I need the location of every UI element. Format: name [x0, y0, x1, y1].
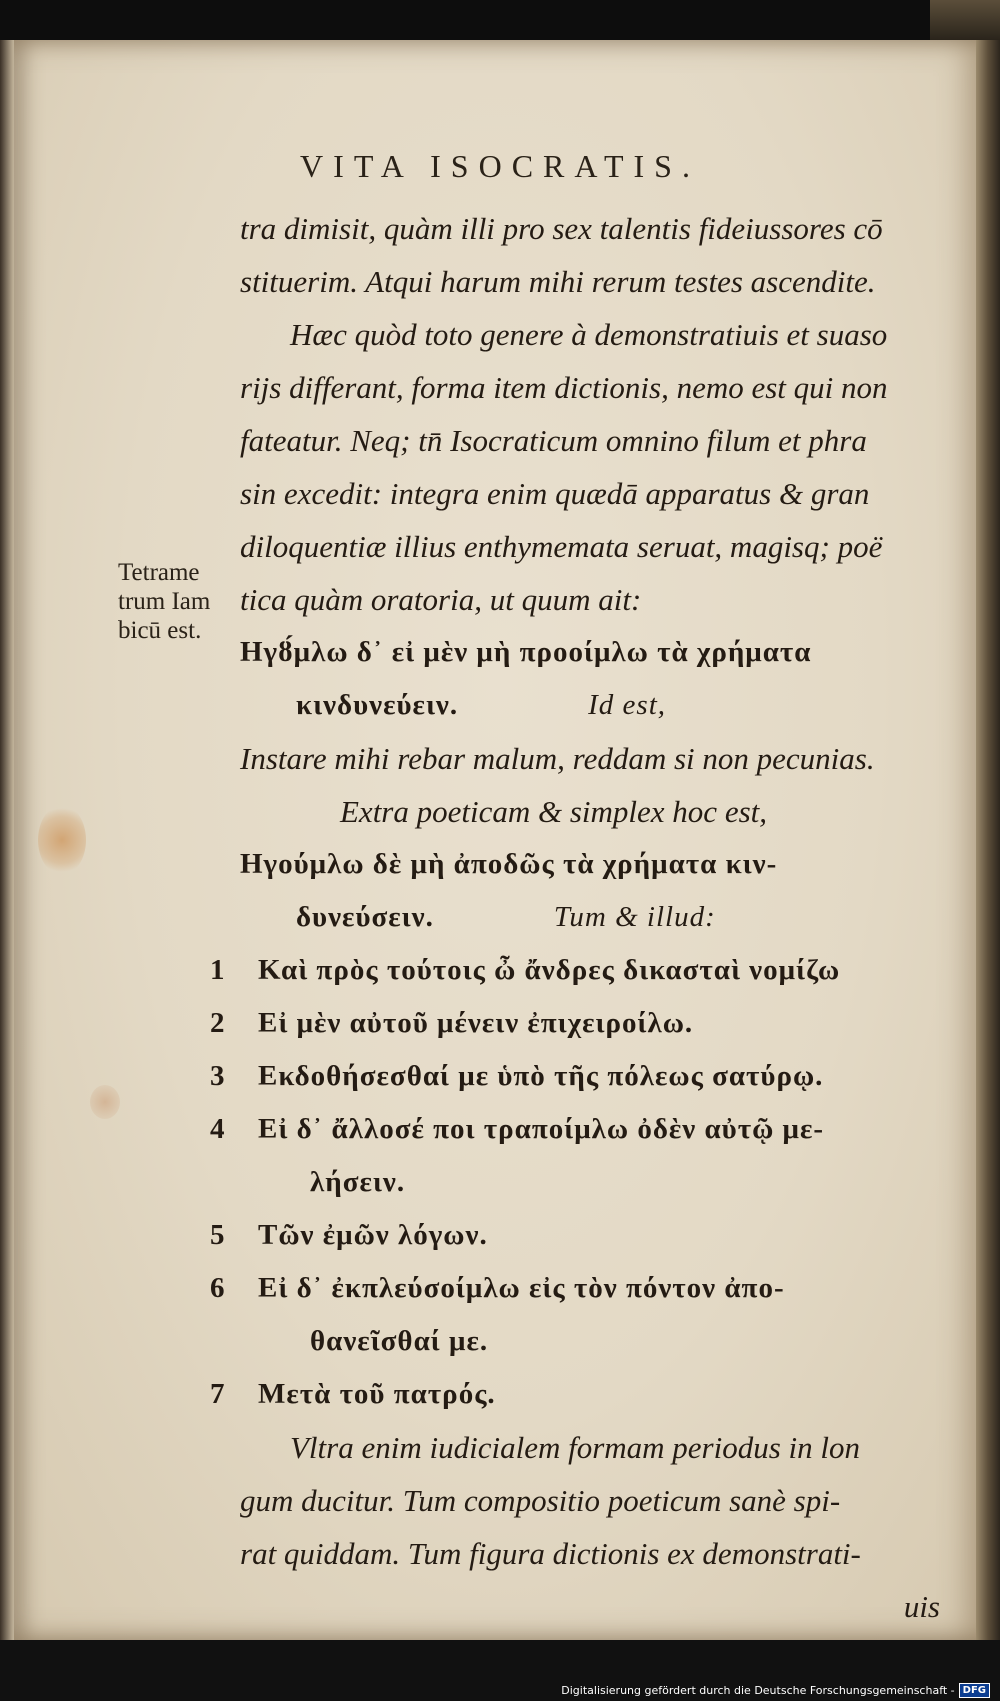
text-line: Extra poeticam & simplex hoc est, — [340, 794, 768, 829]
greek-text: Εἰ μὲν αὐτοῦ μένειν ἐπιχειροίλω. — [258, 1007, 694, 1039]
text-line: Hæc quòd toto genere à demonstratiuis et suaso — [290, 317, 888, 352]
margin-note — [118, 558, 238, 645]
numbered-greek-line — [210, 997, 950, 1050]
paper-stain-small — [90, 1085, 120, 1119]
line-number: 5 — [210, 1219, 226, 1251]
greek-line: Ηγούμλω δὲ μὴ ἀποδῶς τὰ χρήματα κιν- — [240, 848, 778, 880]
numbered-greek-line — [210, 1368, 950, 1421]
dfg-logo: DFG — [959, 1683, 990, 1698]
numbered-greek-line — [210, 944, 950, 997]
greek-text: Εκδοθήσεσθαί με ὑπὸ τῆς πόλεως σατύρῳ. — [258, 1060, 824, 1092]
greek-text: Καὶ πρὸς τούτοις ὦ ἄνδρες δικασταὶ νομίζω — [258, 954, 841, 986]
margin-note-line: Tetrame — [118, 559, 200, 586]
greek-text: Εἰ δ᾽ ἐκπλεύσοίμλω εἰς τὸν πόντον ἀπο- — [258, 1272, 785, 1304]
line-number: 1 — [210, 954, 226, 986]
text-line: Vltra enim iudicialem formam periodus in lon — [290, 1430, 861, 1465]
greek-text: Μετὰ τοῦ πατρός. — [258, 1378, 496, 1410]
margin-note-line: bicū est. — [118, 617, 202, 644]
id-est-label: Id est, — [588, 689, 667, 721]
greek-line — [240, 891, 950, 944]
text-line: tra dimisit, quàm illi pro sex talentis fideiussores cō — [240, 211, 883, 246]
book-binding — [976, 40, 1000, 1640]
text-line: gum ducitur. Tum compositio poeticum sanè spi- — [240, 1483, 841, 1518]
greek-text: Εἰ δ᾽ ἄλλοσέ ποι τραποίμλω ὀδὲν αὐτῷ με- — [258, 1113, 825, 1145]
text-line: diloquentiæ illius enthymemata seruat, magisq; poë — [240, 529, 883, 564]
greek-fragment: δυνεύσειν. — [296, 901, 434, 933]
text-line: rijs differant, forma item dictionis, nemo est qui non — [240, 370, 888, 405]
footer-text: Digitalisierung gefördert durch die Deutsche Forschungsgemeinschaft - — [561, 1683, 955, 1697]
numbered-greek-line — [210, 1050, 950, 1103]
paper-stain — [38, 805, 86, 875]
digitization-footer — [561, 1680, 990, 1700]
text-line: rat quiddam. Tum figura dictionis ex demonstrati- — [240, 1536, 861, 1571]
line-number: 2 — [210, 1007, 226, 1039]
book-corner — [930, 0, 1000, 40]
greek-line — [240, 679, 950, 732]
margin-note-line: trum Iam — [118, 588, 211, 615]
text-line: fateatur. Neq; tn̄ Isocraticum omnino filum et phra — [240, 423, 867, 458]
running-head: VITA ISOCRATIS. — [300, 148, 700, 184]
line-number: 3 — [210, 1060, 226, 1092]
text-line: tica quàm oratoria, ut quum ait: — [240, 582, 642, 617]
line-number: 4 — [210, 1113, 226, 1145]
text-line: stituerim. Atqui harum mihi rerum testes ascendite. — [240, 264, 876, 299]
greek-text: Τῶν ἐμῶν λόγων. — [258, 1219, 488, 1251]
greek-fragment: κινδυνεύειν. — [296, 689, 459, 721]
scan-top-border — [0, 0, 1000, 42]
greek-line: λήσειν. — [310, 1166, 406, 1198]
numbered-greek-line — [210, 1103, 950, 1156]
text-line: Instare mihi rebar malum, reddam si non pecunias. — [240, 741, 875, 776]
text-line: sin excedit: integra enim quædā apparatus & gran — [240, 476, 870, 511]
line-number: 7 — [210, 1378, 226, 1410]
numbered-greek-line — [210, 1262, 950, 1315]
numbered-greek-line — [210, 1209, 950, 1262]
tum-illud-label: Tum & illud: — [553, 901, 716, 933]
line-number: 6 — [210, 1272, 226, 1304]
catchword: uis — [903, 1589, 940, 1624]
greek-line: θανεῖσθαί με. — [310, 1325, 489, 1357]
body-text — [210, 202, 950, 1633]
greek-line: Ηγȣ́μλω δ᾽ εἰ μὲν μὴ προοίμλω τὰ χρήματα — [240, 636, 812, 668]
